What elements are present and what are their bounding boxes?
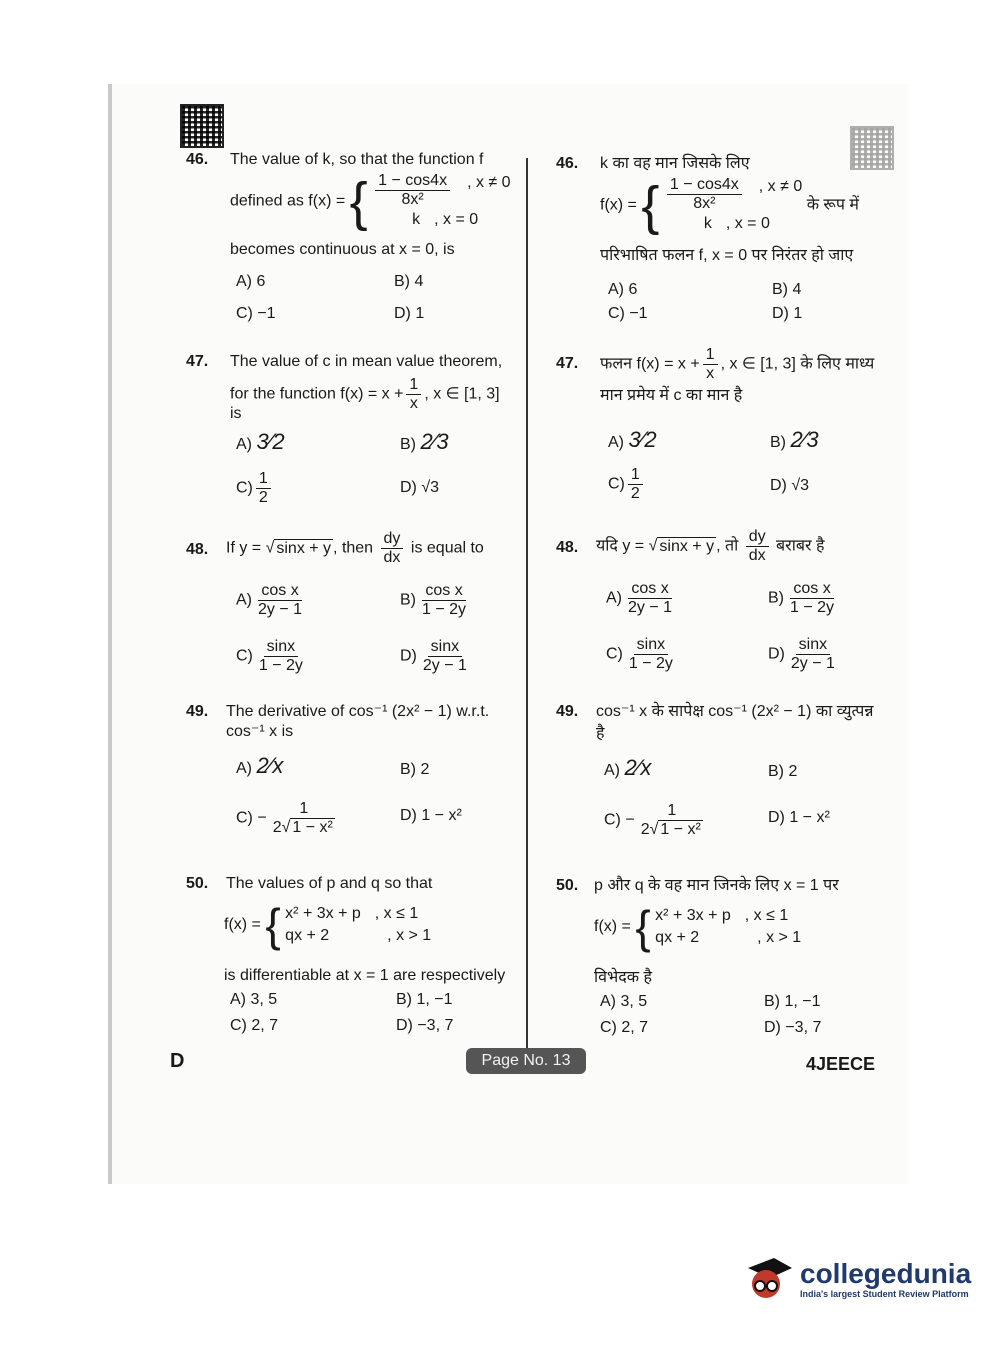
question-text: k का वह मान जिसके लिए (600, 155, 750, 172)
option-c[interactable]: C) − $\frac{1}{\text{2√ 1 − x²}}$ (604, 802, 701, 838)
function-definition: defined as f(x) = { $\frac{1 - \cos 4x}{\text{8x²}}$ , x ≠ 0 k , x = 0 (230, 171, 511, 232)
question-text: becomes continuous at x = 0, is (230, 241, 455, 258)
option-a[interactable]: A) 3⁄2 (236, 429, 285, 454)
question-number: 48. (556, 539, 579, 556)
option-b[interactable]: B) 1, −1 (764, 993, 821, 1010)
question-text: यदि y = √ sinx + y , तो $\frac{dy}{dx}$ बराबर है (596, 528, 825, 564)
question-text: विभेदक है (594, 969, 653, 986)
option-d[interactable]: D) 1 − x² (400, 807, 462, 824)
option-c[interactable]: C) $\frac{\sin x}{1 - 2y}$ (606, 636, 673, 672)
option-b[interactable]: B) $\frac{\text{cos x}}{1 - 2y}$ (768, 580, 835, 616)
option-a[interactable]: A) $\frac{\text{cos x}}{2y - 1}$ (236, 582, 303, 618)
function-definition: f(x) = { x² + 3x + p , x ≤ 1 qx + 2 , x > 1 (594, 901, 802, 953)
option-d[interactable]: D) √3 (770, 477, 810, 494)
question-text: is differentiable at x = 1 are respectively (224, 967, 506, 984)
page-number: Page No. 13 (466, 1048, 586, 1074)
question-text: The value of c in mean value theorem, (230, 353, 503, 370)
qr-code (180, 104, 224, 148)
question-text: cos⁻¹ x is (226, 723, 294, 740)
question-text: cos⁻¹ x के सापेक्ष cos⁻¹ (2x² − 1) का व्युत्पन्न (596, 703, 874, 720)
option-d[interactable]: D) 1 − x² (768, 809, 830, 826)
option-c[interactable]: C) $\frac{\sin x}{1 - 2y}$ (236, 638, 303, 674)
question-text: p और q के वह मान जिनके लिए x = 1 पर (594, 877, 839, 894)
option-c[interactable]: C) − $\frac{1}{\text{2√ 1 − x²}}$ (236, 800, 333, 836)
option-b[interactable]: B) 1, −1 (396, 991, 453, 1008)
question-text: is (230, 405, 242, 422)
question-number: 47. (186, 353, 209, 370)
brand-name: collegedunia (800, 1258, 972, 1289)
question-number: 50. (186, 875, 209, 892)
column-divider (526, 158, 528, 1060)
option-c[interactable]: C) $\frac{1}{2}$ (236, 470, 274, 507)
question-text: The value of k, so that the function f (230, 151, 484, 168)
option-b[interactable]: B) 2⁄3 (770, 427, 819, 452)
option-b[interactable]: B) 4 (772, 281, 802, 298)
exam-code: 4JEECE (806, 1054, 876, 1074)
function-definition: f(x) = { x² + 3x + p , x ≤ 1 qx + 2 , x > 1 (224, 899, 432, 951)
function-definition: f(x) = { $\frac{1 - \cos 4x}{\text{8x²}}$ , x ≠ 0 k , x = 0 के रूप में (600, 175, 859, 236)
option-a[interactable]: A) 2⁄x (236, 753, 284, 778)
option-a[interactable]: A) 3⁄2 (608, 427, 657, 452)
option-b[interactable]: B) 2 (768, 763, 798, 780)
option-c[interactable]: C) −1 (608, 305, 648, 322)
option-d[interactable]: D) −3, 7 (396, 1017, 454, 1034)
question-text: परिभाषित फलन f, x = 0 पर निरंतर हो जाए (600, 247, 854, 264)
question-text: If y = √ sinx + y , then $\frac{dy}{dx}$ is equal to (226, 530, 484, 566)
option-b[interactable]: B) 4 (394, 273, 424, 290)
option-a[interactable]: A) 2⁄x (604, 755, 652, 780)
option-d[interactable]: D) $\frac{\sin x}{2y - 1}$ (400, 638, 467, 674)
option-d[interactable]: D) √3 (400, 479, 440, 496)
option-b[interactable]: B) $\frac{\text{cos x}}{1 - 2y}$ (400, 582, 467, 618)
question-number: 50. (556, 877, 579, 894)
page-edge (108, 84, 112, 1184)
question-text: The derivative of cos⁻¹ (2x² − 1) w.r.t. (226, 703, 490, 720)
option-b[interactable]: B) 2⁄3 (400, 429, 449, 454)
option-c[interactable]: C) 2, 7 (600, 1019, 649, 1036)
option-a[interactable]: A) 6 (608, 281, 638, 298)
option-c[interactable]: C) $\frac{1}{2}$ (608, 466, 646, 503)
question-number: 48. (186, 541, 209, 558)
graduate-icon (744, 1254, 794, 1304)
question-number: 46. (556, 155, 579, 172)
set-code: D (170, 1050, 185, 1072)
question-number: 47. (556, 355, 579, 372)
question-number: 49. (186, 703, 209, 720)
option-c[interactable]: C) −1 (236, 305, 276, 322)
option-a[interactable]: A) 3, 5 (600, 993, 648, 1010)
function-definition: for the function f(x) = x + $\frac{1}{x}$ , x ∈ [1, 3] (230, 376, 500, 412)
brace: { (349, 171, 368, 232)
option-a[interactable]: A) 3, 5 (230, 991, 278, 1008)
option-d[interactable]: D) $\frac{\sin x}{2y - 1}$ (768, 636, 835, 672)
option-d[interactable]: D) 1 (394, 305, 425, 322)
option-d[interactable]: D) −3, 7 (764, 1019, 822, 1036)
function-definition: फलन f(x) = x + $\frac{1}{x}$ , x ∈ [1, 3] के लिए माध्य (600, 346, 875, 382)
collegedunia-logo[interactable] (744, 1254, 971, 1304)
qr-code-faint (850, 126, 894, 170)
option-d[interactable]: D) 1 (772, 305, 803, 322)
question-text: The values of p and q so that (226, 875, 433, 892)
option-a[interactable]: A) $\frac{\text{cos x}}{2y - 1}$ (606, 580, 673, 616)
option-b[interactable]: B) 2 (400, 761, 430, 778)
question-number: 49. (556, 703, 579, 720)
option-c[interactable]: C) 2, 7 (230, 1017, 279, 1034)
question-text: मान प्रमेय में c का मान है (600, 387, 743, 404)
question-text: है (596, 725, 605, 742)
question-number: 46. (186, 151, 209, 168)
brand-tagline: India's largest Student Review Platform (800, 1289, 969, 1299)
option-a[interactable]: A) 6 (236, 273, 266, 290)
